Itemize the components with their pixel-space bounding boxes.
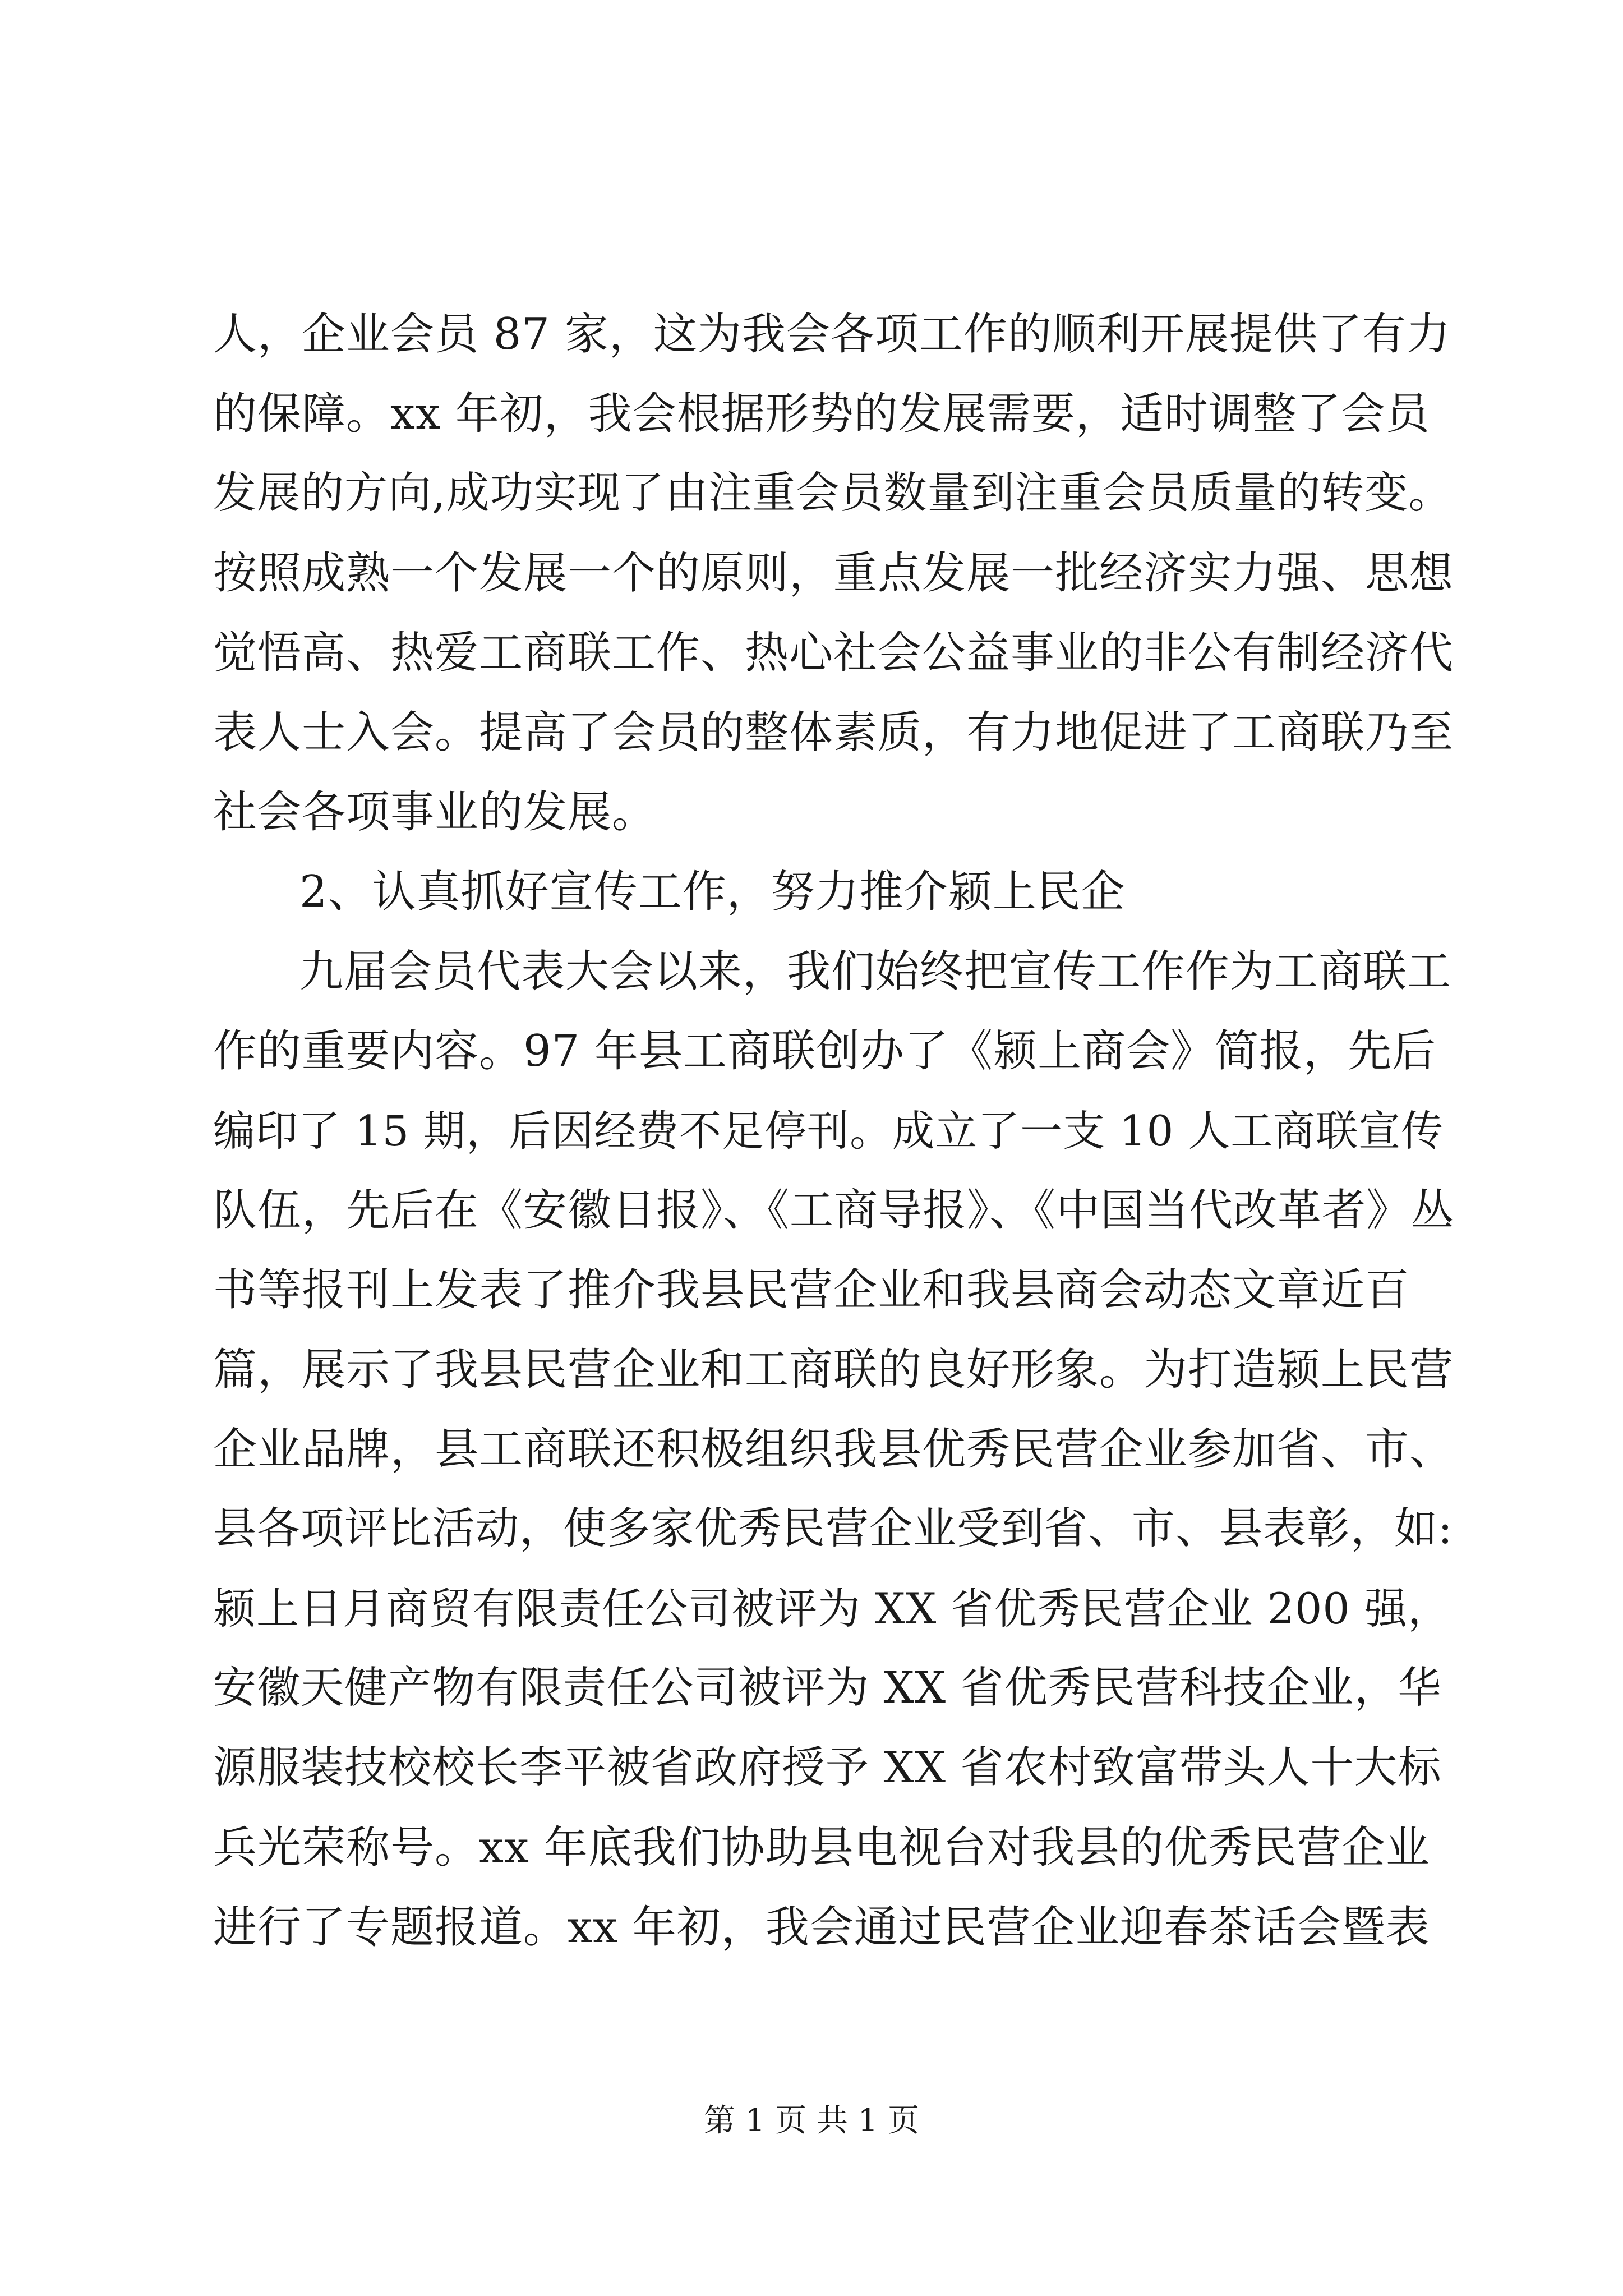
text-line: 企业品牌，县工商联还积极组织我县优秀民营企业参加省、市、 [213, 1424, 1454, 1475]
page-footer: 第 1 页 共 1 页 [703, 2102, 920, 2139]
text-line: 作的重要内容。97 年县工商联创办了《颍上商会》简报，先后 [213, 1026, 1437, 1076]
text-line: 社会各项事业的发展。 [213, 787, 657, 838]
text-line: 源服装技校校长李平被省政府授予 XX 省农村致富带头人十大标 [213, 1743, 1442, 1793]
text-line: 兵光荣称号。xx 年底我们协助县电视台对我县的优秀民营企业 [213, 1823, 1430, 1873]
text-line: 九届会员代表大会以来，我们始终把宣传工作作为工商联工 [299, 946, 1452, 997]
text-line: 发展的方向,成功实现了由注重会员数量到注重会员质量的转变。 [213, 468, 1453, 518]
text-line: 进行了专题报道。xx 年初，我会通过民营企业迎春茶话会暨表 [213, 1902, 1430, 1953]
text-line: 编印了 15 期，后因经费不足停刊。成立了一支 10 人工商联宣传 [213, 1106, 1444, 1156]
text-line: 篇，展示了我县民营企业和工商联的良好形象。为打造颍上民营 [213, 1345, 1454, 1395]
section-heading: 2、认真抓好宣传工作，努力推介颍上民企 [299, 867, 1126, 917]
text-line: 安徽天健产物有限责任公司被评为 XX 省优秀民营科技企业，华 [213, 1663, 1442, 1713]
text-line: 人，企业会员 87 家，这为我会各项工作的顺利开展提供了有力 [213, 309, 1451, 360]
text-line: 颍上日月商贸有限责任公司被评为 XX 省优秀民营企业 200 强， [213, 1584, 1451, 1634]
text-line: 表人士入会。提高了会员的整体素质，有力地促进了工商联乃至 [213, 707, 1454, 758]
text-line: 按照成熟一个发展一个的原则，重点发展一批经济实力强、思想 [213, 548, 1454, 599]
text-line: 队伍，先后在《安徽日报》、《工商导报》、《中国当代改革者》丛 [213, 1185, 1455, 1236]
text-line: 县各项评比活动，使多家优秀民营企业受到省、市、县表彰，如: [213, 1504, 1453, 1554]
text-line: 书等报刊上发表了推介我县民营企业和我县商会动态文章近百 [213, 1265, 1410, 1315]
text-line: 的保障。xx 年初，我会根据形势的发展需要，适时调整了会员 [213, 389, 1430, 439]
text-line: 觉悟高、热爱工商联工作、热心社会公益事业的非公有制经济代 [213, 628, 1454, 678]
